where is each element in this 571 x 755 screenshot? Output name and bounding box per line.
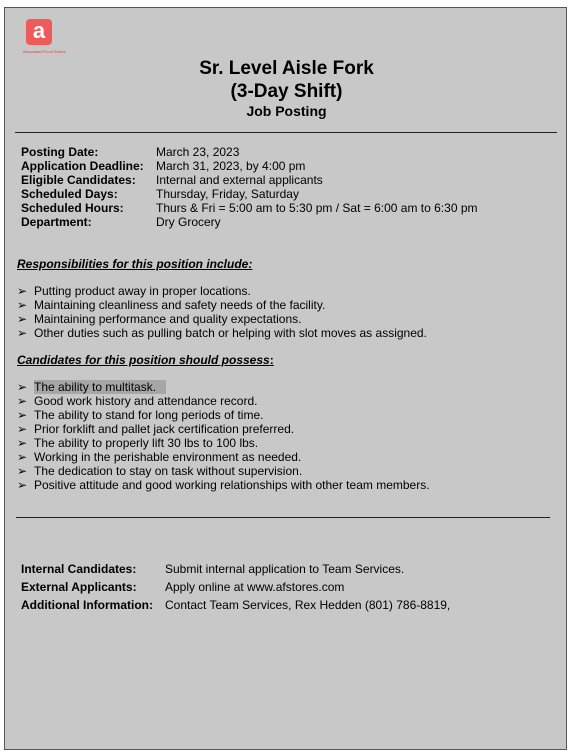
list-item bbox=[17, 380, 430, 394]
detail-label: Scheduled Days: bbox=[21, 187, 118, 201]
detail-label: Posting Date: bbox=[21, 145, 99, 159]
contact-value: Contact Team Services, Rex Hedden (801) 786-8819, bbox=[165, 598, 451, 612]
bullet-arrow-icon: ➢ bbox=[17, 380, 28, 394]
contact-value: Submit internal application to Team Services. bbox=[165, 562, 405, 576]
job-posting-subtitle: Job Posting bbox=[246, 103, 327, 119]
list-item: ➢ Good work history and attendance record. bbox=[17, 394, 258, 408]
candidates-list bbox=[17, 380, 430, 492]
list-item: ➢ Working in the perishable environment as needed. bbox=[17, 450, 302, 464]
bullet-arrow-icon: ➢ bbox=[17, 284, 28, 298]
responsibilities-heading: Responsibilities for this position include: bbox=[17, 257, 253, 271]
bullet-arrow-icon: ➢ bbox=[17, 312, 28, 326]
detail-value: March 31, 2023, by 4:00 pm bbox=[156, 159, 306, 173]
contact-row bbox=[21, 578, 450, 596]
list-item: ➢ The ability to stand for long periods of time. bbox=[17, 408, 264, 422]
detail-row bbox=[21, 173, 478, 187]
detail-value: Dry Grocery bbox=[156, 215, 221, 229]
contact-value: Apply online at www.afstores.com bbox=[165, 580, 345, 594]
contact-label: Internal Candidates: bbox=[21, 562, 137, 576]
detail-label: Scheduled Hours: bbox=[21, 201, 124, 215]
logo-tagline: Associated Food Stores bbox=[23, 49, 66, 54]
detail-label: Eligible Candidates: bbox=[21, 173, 136, 187]
detail-row bbox=[21, 187, 478, 201]
detail-row bbox=[21, 159, 478, 173]
detail-value: Internal and external applicants bbox=[156, 173, 323, 187]
contact-label: External Applicants: bbox=[21, 580, 137, 594]
list-item: ➢ The dedication to stay on task without supervision. bbox=[17, 464, 303, 478]
bullet-arrow-icon: ➢ bbox=[17, 464, 28, 478]
detail-value: Thurs & Fri = 5:00 am to 5:30 pm / Sat = 6:00 am to 6:30 pm bbox=[156, 201, 478, 215]
contact-info bbox=[21, 560, 450, 614]
bullet-arrow-icon: ➢ bbox=[17, 450, 28, 464]
detail-label: Application Deadline: bbox=[21, 159, 144, 173]
list-item: ➢ Maintaining cleanliness and safety needs of the facility. bbox=[17, 298, 326, 312]
contact-row bbox=[21, 560, 450, 578]
logo-letter: a bbox=[26, 19, 52, 45]
detail-label: Department: bbox=[21, 215, 92, 229]
bullet-arrow-icon: ➢ bbox=[17, 436, 28, 450]
bullet-arrow-icon: ➢ bbox=[17, 298, 28, 312]
list-item: ➢ Prior forklift and pallet jack certification preferred. bbox=[17, 422, 295, 436]
posting-details bbox=[21, 145, 478, 229]
company-logo bbox=[23, 19, 67, 63]
bullet-arrow-icon: ➢ bbox=[17, 394, 28, 408]
candidates-heading: Candidates for this position should possess: bbox=[17, 353, 274, 367]
bullet-arrow-icon: ➢ bbox=[17, 422, 28, 436]
contact-label: Additional Information: bbox=[21, 598, 153, 612]
detail-row bbox=[21, 145, 478, 159]
list-item: ➢ Positive attitude and good working relationships with other team members. bbox=[17, 478, 430, 492]
detail-row bbox=[21, 201, 478, 215]
detail-value: March 23, 2023 bbox=[156, 145, 240, 159]
footer-divider bbox=[16, 517, 550, 518]
list-item: ➢ Other duties such as pulling batch or helping with slot moves as assigned. bbox=[17, 326, 427, 340]
bullet-arrow-icon: ➢ bbox=[17, 478, 28, 492]
bullet-arrow-icon: ➢ bbox=[17, 326, 28, 340]
detail-row bbox=[21, 215, 478, 229]
responsibilities-list bbox=[17, 284, 427, 340]
contact-row bbox=[21, 596, 450, 614]
detail-value: Thursday, Friday, Saturday bbox=[156, 187, 299, 201]
list-item: ➢ Putting product away in proper locations. bbox=[17, 284, 251, 298]
list-item: ➢ The ability to properly lift 30 lbs to 100 lbs. bbox=[17, 436, 259, 450]
bullet-arrow-icon: ➢ bbox=[17, 408, 28, 422]
job-shift: (3-Day Shift) bbox=[230, 81, 343, 102]
highlighted-text[interactable]: The ability to multitask. bbox=[34, 380, 166, 394]
header-divider bbox=[15, 132, 557, 133]
job-posting-page bbox=[4, 7, 567, 750]
list-item: ➢ Maintaining performance and quality expectations. bbox=[17, 312, 302, 326]
job-title: Sr. Level Aisle Fork bbox=[199, 58, 374, 79]
